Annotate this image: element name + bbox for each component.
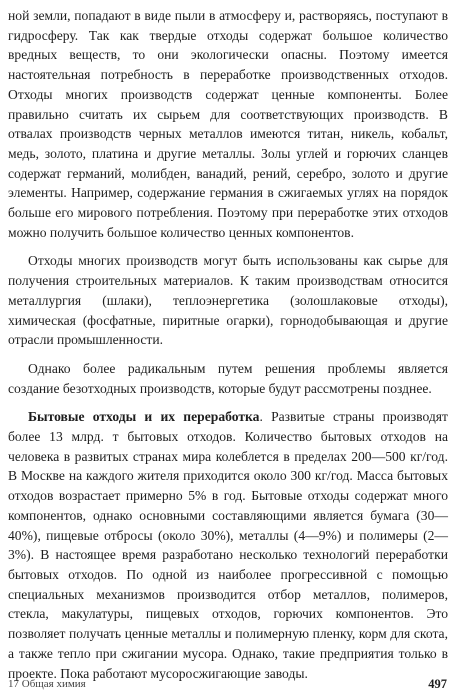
footer-signature: 17 Общая химия (8, 678, 86, 690)
paragraph-2: Отходы многих производств могут быть использованы как сырье для получения строительных материалов. К таким производствам относится металлургия (шлаки), теплоэнергетика (золошлаковые отходы), химическая (фосфатные, пиритные огарки), горнодобывающая и другие отрасли промышленности. (8, 253, 448, 348)
page-footer (8, 675, 447, 693)
paragraph-4-text: . Развитые страны производят более 13 млрд. т бытовых отходов. Количество бытовых отходов на человека в развитых странах мира колеблется в пределах 200—500 кг/год. В Москве на каждого жителя приходится около 300 кг/год. Масса бытовых отходов возрастает примерно 5% в год. Бытовые отходы содержат много компонентов, однако основными составляющими является бумага (30—40%), пищевые отбросы (около 30%), металлы (4—9%) и полимеры (2—3%). В настоящее время разработано несколько технологий переработки бытовых отходов. По одной из наиболее прогрессивной с помощью специальных механизмов производится отбор металлов, полимеров, стекла, макулатуры, пищевых отходов, горючих компонентов. Это позволяет получать ценные металлы и полимерную пленку, корм для скота, а также тепло при сжигании мусора. Однако, такие предприятия только в проекте. Пока работают мусоросжигающие заводы. (8, 409, 448, 681)
page-number: 497 (428, 676, 447, 691)
paragraph-4 (8, 407, 448, 683)
section-heading: Бытовые отходы и их переработка (28, 409, 260, 425)
page-body (8, 6, 448, 683)
paragraph-1: ной земли, попадают в виде пыли в атмосферу и, растворяясь, поступают в гидросферу. Так как твердые отходы содержат большое количество вредных веществ, то они экологически опасны. Поэтому имеется настоятельная потребность в переработке производственных отходов. Отходы многих производств содержат ценные компоненты. Более правильно считать их сырьем для соответствующих производств. В отвалах производств черных металлов имеются титан, никель, кобальт, медь, золото, платина и другие металлы. Золы углей и горючих сланцев содержат германий, молибден, ванадий, рений, серебро, золото и другие элементы. Например, содержание германия в сжигаемых углях на порядок больше его мирового потребления. Поэтому при переработке этих отходов можно получить большое количество ценных компонентов. (8, 8, 448, 240)
paragraph-3: Однако более радикальным путем решения проблемы является создание безотходных производств, которые будут рассмотрены позднее. (8, 360, 448, 396)
